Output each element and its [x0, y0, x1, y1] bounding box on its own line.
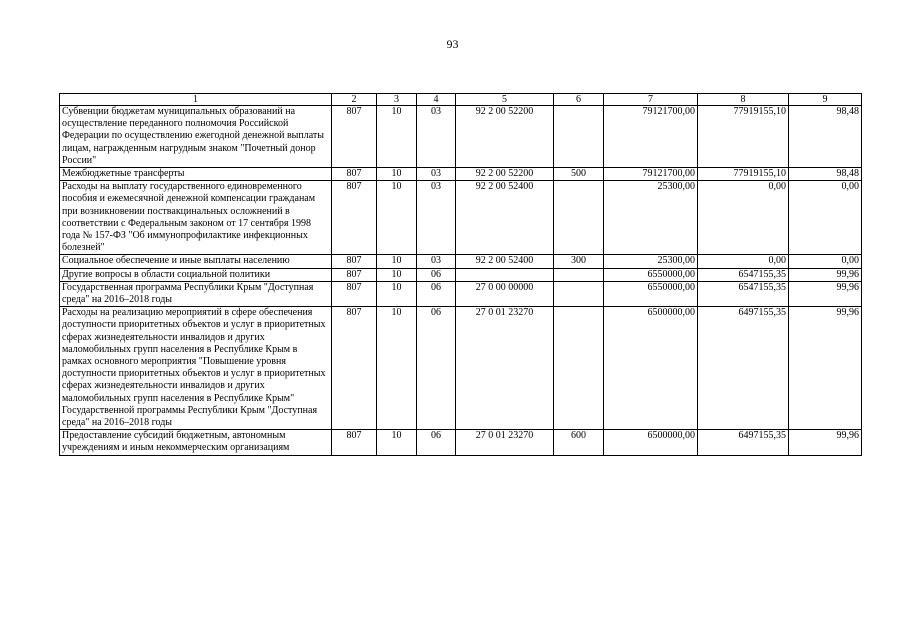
- ministry-code: 807: [332, 281, 377, 306]
- subsection-code: 06: [417, 268, 456, 281]
- section-code: 10: [377, 255, 417, 268]
- target-article-code: 27 0 01 23270: [456, 430, 554, 455]
- executed-amount: 0,00: [698, 255, 789, 268]
- approved-amount: 6500000,00: [604, 430, 698, 455]
- table-row: [60, 430, 862, 455]
- approved-amount: 6550000,00: [604, 281, 698, 306]
- table-row: [60, 106, 862, 168]
- ministry-code: 807: [332, 255, 377, 268]
- column-header: 7: [604, 94, 698, 106]
- expense-type-code: [554, 281, 604, 306]
- expense-type-code: [554, 181, 604, 255]
- subsection-code: 03: [417, 181, 456, 255]
- subsection-code: 06: [417, 430, 456, 455]
- execution-percent: 99,96: [789, 268, 862, 281]
- executed-amount: 6497155,35: [698, 307, 789, 430]
- execution-percent: 0,00: [789, 181, 862, 255]
- expense-name: Расходы на выплату государственного единовременного пособия и ежемесячной денежной компенсации гражданам при возникновении поствакцинальных осложнений в соответствии с Федеральным законом от 17 сентября 1998 года № 157-ФЗ "Об иммунопрофилактике инфекционных болезней": [60, 181, 332, 255]
- executed-amount: 77919155,10: [698, 168, 789, 181]
- column-header: 5: [456, 94, 554, 106]
- expense-name: Предоставление субсидий бюджетным, автономным учреждениям и иным некоммерческим организациям: [60, 430, 332, 455]
- expense-type-code: [554, 268, 604, 281]
- target-article-code: 27 0 01 23270: [456, 307, 554, 430]
- ministry-code: 807: [332, 181, 377, 255]
- executed-amount: 6547155,35: [698, 281, 789, 306]
- execution-percent: 99,96: [789, 430, 862, 455]
- approved-amount: 6500000,00: [604, 307, 698, 430]
- executed-amount: 77919155,10: [698, 106, 789, 168]
- target-article-code: 92 2 00 52200: [456, 106, 554, 168]
- column-header: 9: [789, 94, 862, 106]
- execution-percent: 99,96: [789, 281, 862, 306]
- approved-amount: 25300,00: [604, 255, 698, 268]
- target-article-code: 92 2 00 52400: [456, 181, 554, 255]
- target-article-code: 92 2 00 52400: [456, 255, 554, 268]
- table-row: [60, 181, 862, 255]
- approved-amount: 6550000,00: [604, 268, 698, 281]
- expense-name: Межбюджетные трансферты: [60, 168, 332, 181]
- section-code: 10: [377, 168, 417, 181]
- executed-amount: 6497155,35: [698, 430, 789, 455]
- execution-percent: 98,48: [789, 106, 862, 168]
- table-row: [60, 168, 862, 181]
- column-header: 3: [377, 94, 417, 106]
- expense-type-code: [554, 106, 604, 168]
- expense-name: Другие вопросы в области социальной политики: [60, 268, 332, 281]
- subsection-code: 06: [417, 307, 456, 430]
- table-row: [60, 255, 862, 268]
- target-article-code: [456, 268, 554, 281]
- budget-table: [59, 93, 862, 456]
- page-number: 93: [446, 37, 459, 51]
- subsection-code: 06: [417, 281, 456, 306]
- section-code: 10: [377, 430, 417, 455]
- table-row: [60, 307, 862, 430]
- column-header: 8: [698, 94, 789, 106]
- ministry-code: 807: [332, 430, 377, 455]
- expense-name: Субвенции бюджетам муниципальных образований на осуществление переданного полномочия Российской Федерации по осуществлению ежегодной денежной выплаты лицам, награжденным нагрудным знаком "Почетный донор России": [60, 106, 332, 168]
- execution-percent: 99,96: [789, 307, 862, 430]
- execution-percent: 0,00: [789, 255, 862, 268]
- expense-name: Расходы на реализацию мероприятий в сфере обеспечения доступности приоритетных объектов и услуг в приоритетных сферах жизнедеятельности инвалидов и других маломобильных групп населения в Республике Крым в рамках основного мероприятия "Повышение уровня доступности приоритетных объектов и услуг в приоритетных сферах жизнедеятельности инвалидов и других маломобильных групп населения в Республике Крым" Государственной программы Республики Крым "Доступная среда" на 2016–2018 годы: [60, 307, 332, 430]
- subsection-code: 03: [417, 168, 456, 181]
- ministry-code: 807: [332, 168, 377, 181]
- section-code: 10: [377, 268, 417, 281]
- subsection-code: 03: [417, 106, 456, 168]
- column-header: 2: [332, 94, 377, 106]
- expense-type-code: 600: [554, 430, 604, 455]
- expense-type-code: [554, 307, 604, 430]
- approved-amount: 79121700,00: [604, 106, 698, 168]
- column-number-row: [60, 94, 862, 106]
- execution-percent: 98,48: [789, 168, 862, 181]
- column-header: 1: [60, 94, 332, 106]
- column-header: 4: [417, 94, 456, 106]
- expense-type-code: 300: [554, 255, 604, 268]
- executed-amount: 0,00: [698, 181, 789, 255]
- approved-amount: 25300,00: [604, 181, 698, 255]
- section-code: 10: [377, 106, 417, 168]
- expense-name: Социальное обеспечение и иные выплаты населению: [60, 255, 332, 268]
- section-code: 10: [377, 307, 417, 430]
- expense-name: Государственная программа Республики Крым "Доступная среда" на 2016–2018 годы: [60, 281, 332, 306]
- target-article-code: 92 2 00 52200: [456, 168, 554, 181]
- executed-amount: 6547155,35: [698, 268, 789, 281]
- target-article-code: 27 0 00 00000: [456, 281, 554, 306]
- column-header: 6: [554, 94, 604, 106]
- subsection-code: 03: [417, 255, 456, 268]
- section-code: 10: [377, 181, 417, 255]
- ministry-code: 807: [332, 268, 377, 281]
- table-row: [60, 268, 862, 281]
- section-code: 10: [377, 281, 417, 306]
- ministry-code: 807: [332, 307, 377, 430]
- table-row: [60, 281, 862, 306]
- expense-type-code: 500: [554, 168, 604, 181]
- approved-amount: 79121700,00: [604, 168, 698, 181]
- ministry-code: 807: [332, 106, 377, 168]
